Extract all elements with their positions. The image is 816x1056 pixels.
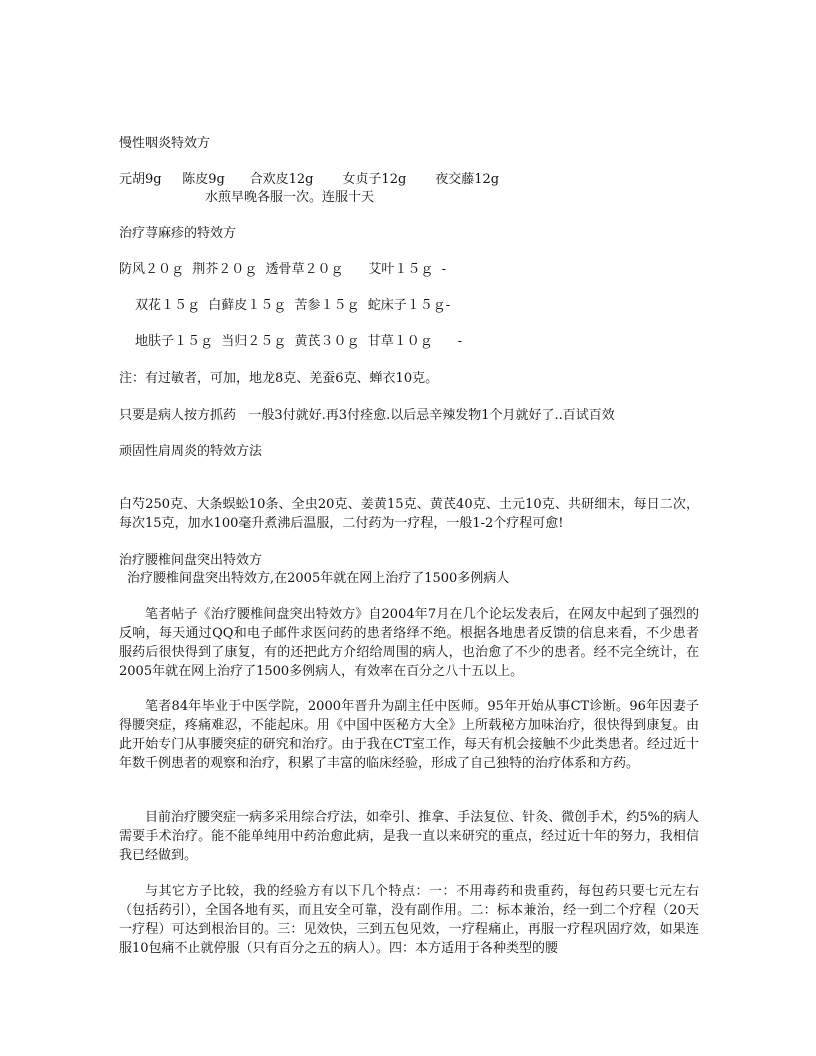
urticaria-herbs-line-1: 防风２０ｇ 荆芥２０ｇ 透骨草２０ｇ 艾叶１５ｇ - — [119, 262, 446, 277]
urticaria-title: 治疗荨麻疹的特效方 — [119, 226, 237, 241]
lumbar-paragraph-2: 笔者84年毕业于中医学院，2000年晋升为副主任中医师。95年开始从事CT诊断。96年因妻子得腰突症，疼痛难忍，不能起床。用《中国中医秘方大全》上所载秘方加味治疗，很快得到康复。由此开始专门从事腰突症的研究和治疗。由于我在CT室工作，每天有机会接触不少此类患者。经过近十年数千例患者的观察和治疗，积累了丰富的临床经验，形成了自己独特的治疗体系和方药。 — [119, 699, 699, 771]
lumbar-paragraph-3: 目前治疗腰突症一病多采用综合疗法，如牵引、推拿、手法复位、针灸、微创手术，约5%的病人需要手术治疗。能不能单纯用中药治愈此病，是我一直以来研究的重点，经过近十年的努力，我相信我已经做到。 — [119, 810, 699, 863]
pharyngitis-usage: 水煎早晚各服一次。连服十天 — [205, 190, 375, 205]
pharyngitis-herbs: 元胡9g 陈皮9g 合欢皮12g 女贞子12g 夜交藤12g — [119, 172, 500, 187]
urticaria-result: 只要是病人按方抓药 一般3付就好.再3付痊愈.以后忌辛辣发物1个月就好了..百试百效 — [119, 408, 615, 423]
urticaria-note: 注：有过敏者，可加，地龙8克、羌蚕6克、蝉衣10克。 — [119, 371, 439, 386]
lumbar-paragraph-4: 与其它方子比较，我的经验方有以下几个特点：一：不用毒药和贵重药，每包药只要七元左右（包括药引），全国各地有买，而且安全可靠，没有副作用。二：标本兼治，经一到二个疗程（20天一疗程）可达到根治目的。三：见效快，三到五包见效，一疗程痛止，再服一疗程巩固疗效，如果连服10包痛不止就停服（只有百分之五的病人）。四：本方适用于各种类型的腰 — [119, 884, 699, 956]
lumbar-title: 治疗腰椎间盘突出特效方 — [119, 553, 263, 568]
urticaria-herbs-line-2: 双花１５ｇ 白藓皮１５ｇ 苦参１５ｇ 蛇床子１５ｇ- — [135, 298, 451, 313]
frozen-shoulder-title: 顽固性肩周炎的特效方法 — [119, 444, 263, 459]
urticaria-herbs-line-3: 地肤子１５ｇ 当归２５ｇ 黄芪３０ｇ 甘草１０ｇ - — [135, 334, 462, 349]
lumbar-subtitle: 治疗腰椎间盘突出特效方,在2005年就在网上治疗了1500多例病人 — [127, 571, 510, 586]
document-page — [119, 0, 703, 1056]
lumbar-paragraph-1: 笔者帖子《治疗腰椎间盘突出特效方》自2004年7月在几个论坛发表后，在网友中起到了强烈的反响，每天通过QQ和电子邮件求医问药的患者络绎不绝。根据各地患者反馈的信息来看，不少患者服药后很快得到了康复，有的还把此方介绍给周围的病人，也治愈了不少的患者。经不完全统计，在2005年就在网上治疗了1500多例病人，有效率在百分之八十五以上。 — [119, 607, 699, 679]
pharyngitis-title: 慢性咽炎特效方 — [119, 136, 211, 151]
frozen-shoulder-body: 白芍250克、大条蜈蚣10条、全虫20克、姜黄15克、黄芪40克、土元10克、共研细末，每日二次，每次15克，加水100毫升煮沸后温服，二付药为一疗程，一般1-2个疗程可愈! — [119, 497, 699, 531]
